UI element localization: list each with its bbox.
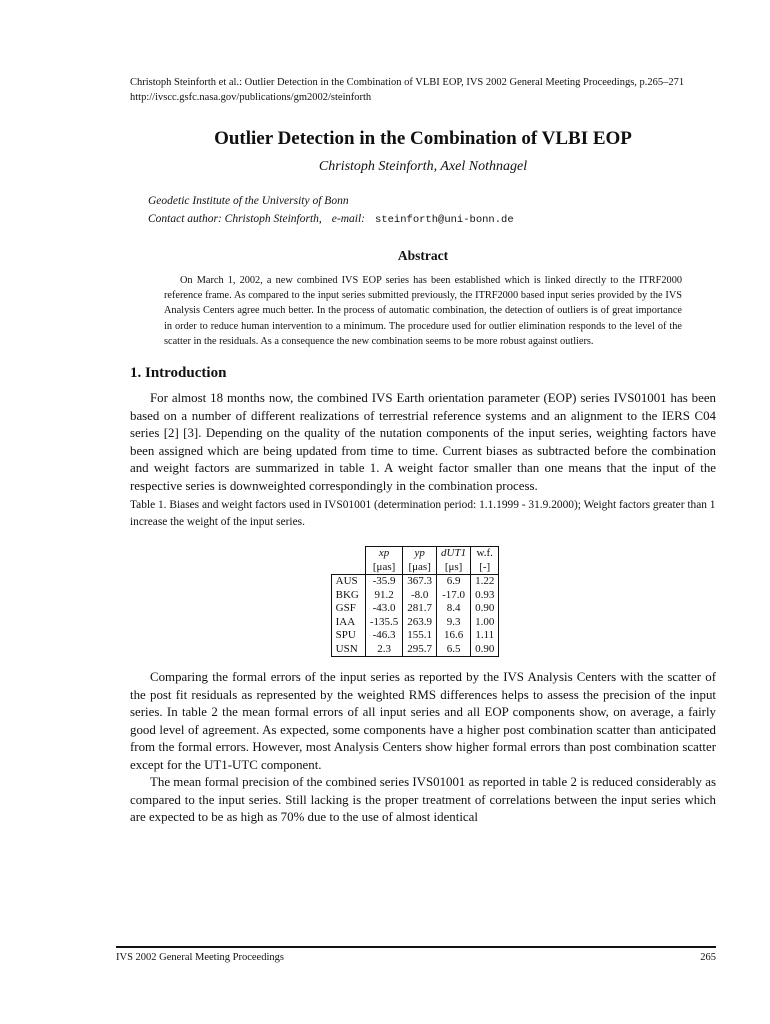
cell-dut1: 8.4 xyxy=(437,602,471,616)
cell-xp: -135.5 xyxy=(365,616,402,630)
cell-wf: 1.00 xyxy=(471,616,499,630)
affiliation-block xyxy=(130,192,716,229)
row-label: SPU xyxy=(331,629,365,643)
section-title: Introduction xyxy=(145,365,227,382)
paper-authors: Christoph Steinforth, Axel Nothnagel xyxy=(318,159,528,174)
cell-yp: 295.7 xyxy=(403,643,437,657)
unit-xp: [μas] xyxy=(365,561,402,575)
email-label: e-mail: xyxy=(331,213,366,225)
row-label: IAA xyxy=(331,616,365,630)
cell-xp: -35.9 xyxy=(365,575,402,589)
cell-xp: 2.3 xyxy=(365,643,402,657)
footer-rule xyxy=(116,946,716,948)
cell-yp: -8.0 xyxy=(403,589,437,603)
cell-dut1: 6.9 xyxy=(437,575,471,589)
unit-yp: [μas] xyxy=(403,561,437,575)
institute: Geodetic Institute of the University of Bonn xyxy=(148,195,349,207)
citation-line: Christoph Steinforth et al.: Outlier Detection in the Combination of VLBI EOP, IVS 2002 General Meeting Proceedings, p.265–271 xyxy=(130,77,685,88)
cell-xp: -43.0 xyxy=(365,602,402,616)
table-row xyxy=(331,616,499,630)
contact-label: Contact author: Christoph Steinforth, xyxy=(148,213,322,225)
header-dut1: dUT1 xyxy=(437,547,471,561)
unit-dut1: [μs] xyxy=(437,561,471,575)
paragraph-2: Comparing the formal errors of the input series as reported by the IVS Analysis Centers with the scatter of the post fit residuals as represented by the weighted RMS differences helps to assess the precision of the input series. In table 2 the mean formal errors of all input series and all EOP components show, on average, a fairly good level of agreement. As expected, some components have a higher post combination scatter than anticipated from the formal errors. However, most Analysis Centers show higher formal errors than post combination scatter except for the UT1-UTC component. xyxy=(130,670,716,772)
units-blank xyxy=(331,561,365,575)
table-header-row xyxy=(331,547,499,561)
paper-page xyxy=(130,76,716,827)
citation-url[interactable]: http://ivscc.gsfc.nasa.gov/publications/gm2002/steinforth xyxy=(130,91,372,103)
table-row xyxy=(331,629,499,643)
cell-wf: 0.90 xyxy=(471,602,499,616)
page-footer xyxy=(116,952,716,963)
paragraph-3: The mean formal precision of the combined series IVS01001 as reported in table 2 is reduced considerably as compared to the input series. Still lacking is the proper treatment of correlations between the input series which are expected to be as high as 70% due to the use of almost identical xyxy=(130,775,716,825)
row-label: AUS xyxy=(331,575,365,589)
contact-line xyxy=(148,210,716,229)
table-row xyxy=(331,643,499,657)
table-row xyxy=(331,575,499,589)
cell-dut1: 6.5 xyxy=(437,643,471,657)
email-address[interactable]: steinforth@uni-bonn.de xyxy=(375,214,514,226)
cell-dut1: -17.0 xyxy=(437,589,471,603)
citation-header xyxy=(130,76,716,105)
page-number: 265 xyxy=(700,952,716,963)
paper-title: Outlier Detection in the Combination of VLBI EOP xyxy=(214,128,632,149)
header-yp: yp xyxy=(403,547,437,561)
cell-wf: 1.22 xyxy=(471,575,499,589)
row-label: USN xyxy=(331,643,365,657)
row-label: GSF xyxy=(331,602,365,616)
section-heading xyxy=(130,365,716,382)
table-row xyxy=(331,589,499,603)
cell-yp: 155.1 xyxy=(403,629,437,643)
bias-weight-table xyxy=(331,546,500,657)
cell-dut1: 16.6 xyxy=(437,629,471,643)
paragraph-1: For almost 18 months now, the combined IVS Earth orientation parameter (EOP) series IVS01001 has been based on a number of different realizations of terrestrial reference systems and an alignment to the IERS C04 series [2] [3]. Depending on the quality of the nutation components of the input series, weighting factors have been assigned which are being updated from time to time. Current biases as subtracted before the combination and weight factors are summarized in table 1. A weight factor smaller than one means that the input of the respective series is downweighted correspondingly in the combination process. xyxy=(130,391,716,493)
table-caption: Table 1. Biases and weight factors used in IVS01001 (determination period: 1.1.1999 - 31.9.2000); Weight factors greater than 1 increase the weight of the input series. xyxy=(130,499,716,529)
cell-wf: 1.11 xyxy=(471,629,499,643)
table-units-row xyxy=(331,561,499,575)
cell-dut1: 9.3 xyxy=(437,616,471,630)
abstract-text: On March 1, 2002, a new combined IVS EOP series has been established which is linked directly to the ITRF2000 reference frame. As compared to the input series submitted previously, the ITRF2000 based input series provided by the IVS Analysis Centers agree much better. In the process of automatic combination, the detection of outliers is of great importance in order to reduce human intervention to a minimum. The procedure used for outlier elimination responds to the level of the scatter in the residuals. As a consequence the new combination seems to be more robust against outliers. xyxy=(164,275,682,347)
cell-yp: 367.3 xyxy=(403,575,437,589)
footer-proceedings: IVS 2002 General Meeting Proceedings xyxy=(116,952,284,963)
cell-yp: 281.7 xyxy=(403,602,437,616)
header-xp: xp xyxy=(365,547,402,561)
cell-wf: 0.90 xyxy=(471,643,499,657)
table-row xyxy=(331,602,499,616)
row-label: BKG xyxy=(331,589,365,603)
cell-xp: -46.3 xyxy=(365,629,402,643)
cell-xp: 91.2 xyxy=(365,589,402,603)
cell-wf: 0.93 xyxy=(471,589,499,603)
cell-yp: 263.9 xyxy=(403,616,437,630)
header-blank xyxy=(331,547,365,561)
unit-wf: [-] xyxy=(471,561,499,575)
abstract-heading: Abstract xyxy=(397,248,449,263)
section-number: 1. xyxy=(130,365,142,382)
header-wf: w.f. xyxy=(471,547,499,561)
